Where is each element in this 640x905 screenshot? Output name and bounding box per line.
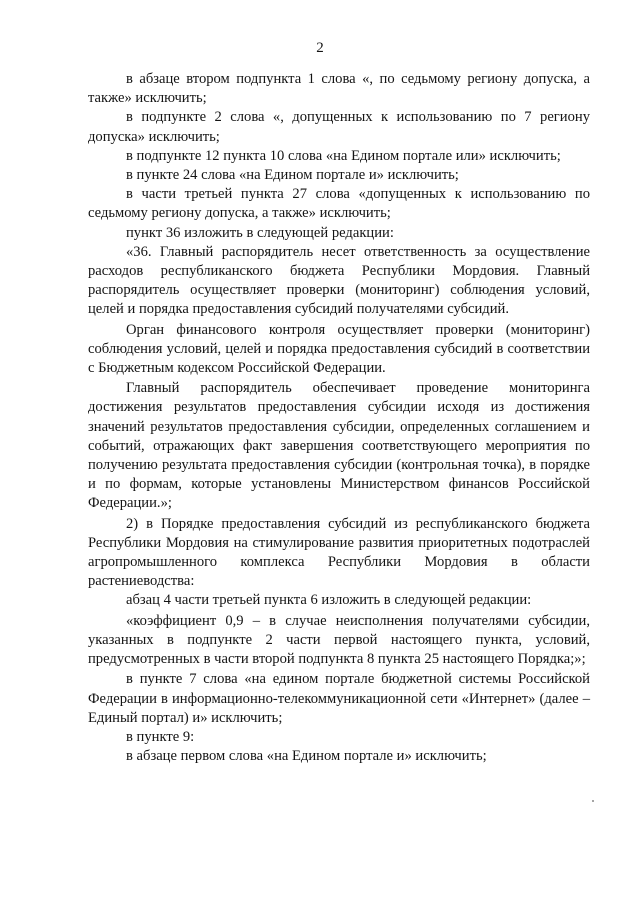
paragraph: пункт 36 изложить в следующей редакции:: [126, 224, 394, 241]
paragraph: в пункте 9:: [126, 728, 195, 745]
paragraph: Главный распорядитель обеспечивает проведение мониторинга достижения результатов предоставления субсидии исходя из достижения значений результатов предоставления субсидии, определенных соглашением и событий, отражающих факт завершения соответствующего мероприятия по получению результата предоставления субсидии (контрольная точка), в порядке и по формам, которые установлены Министерством финансов Российской Федерации.»;: [88, 380, 590, 512]
document-body: [88, 70, 590, 766]
paragraph: абзац 4 части третьей пункта 6 изложить в следующей редакции:: [126, 592, 532, 609]
paragraph: в части третьей пункта 27 слова «допущенных к использованию по седьмому региону допуска, а также» исключить;: [88, 186, 590, 222]
scan-speck: [592, 800, 594, 802]
paragraph: «36. Главный распорядитель несет ответственность за осуществление расходов республиканского бюджета Республики Мордовия. Главный распорядитель осуществляет проверки (мониторинг) соблюдения условий, целей и порядка предоставления субсидий получателями субсидий.: [88, 243, 590, 318]
paragraph: Орган финансового контроля осуществляет проверки (мониторинг) соблюдения условий, целей и порядка предоставления субсидий в соответствии с Бюджетным кодексом Российской Федерации.: [88, 321, 590, 377]
paragraph: «коэффициент 0,9 – в случае неисполнения получателями субсидии, указанных в подпункте 2 части первой настоящего пункта, условий, предусмотренных в части второй подпункта 8 пункта 25 настоящего Порядка;»;: [88, 612, 590, 668]
paragraph: в подпункте 2 слова «, допущенных к использованию по 7 региону допуска» исключить;: [88, 109, 590, 145]
paragraph: в подпункте 12 пункта 10 слова «на Едином портале или» исключить;: [126, 147, 561, 164]
paragraph: в пункте 24 слова «на Едином портале и» исключить;: [126, 167, 459, 184]
paragraph: в пункте 7 слова «на едином портале бюджетной системы Российской Федерации в информационно-телекоммуникационной сети «Интернет» (далее – Единый портал) и» исключить;: [88, 671, 590, 726]
paragraph: в абзаце втором подпункта 1 слова «, по седьмому региону допуска, а также» исключить;: [88, 71, 590, 107]
paragraph: 2) в Порядке предоставления субсидий из республиканского бюджета Республики Мордовия на стимулирование развития приоритетных подотраслей агропромышленного комплекса Республики Мордовия в области растениеводства:: [88, 515, 590, 590]
paragraph: в абзаце первом слова «на Едином портале и» исключить;: [126, 748, 487, 765]
page-number: 2: [316, 40, 324, 56]
